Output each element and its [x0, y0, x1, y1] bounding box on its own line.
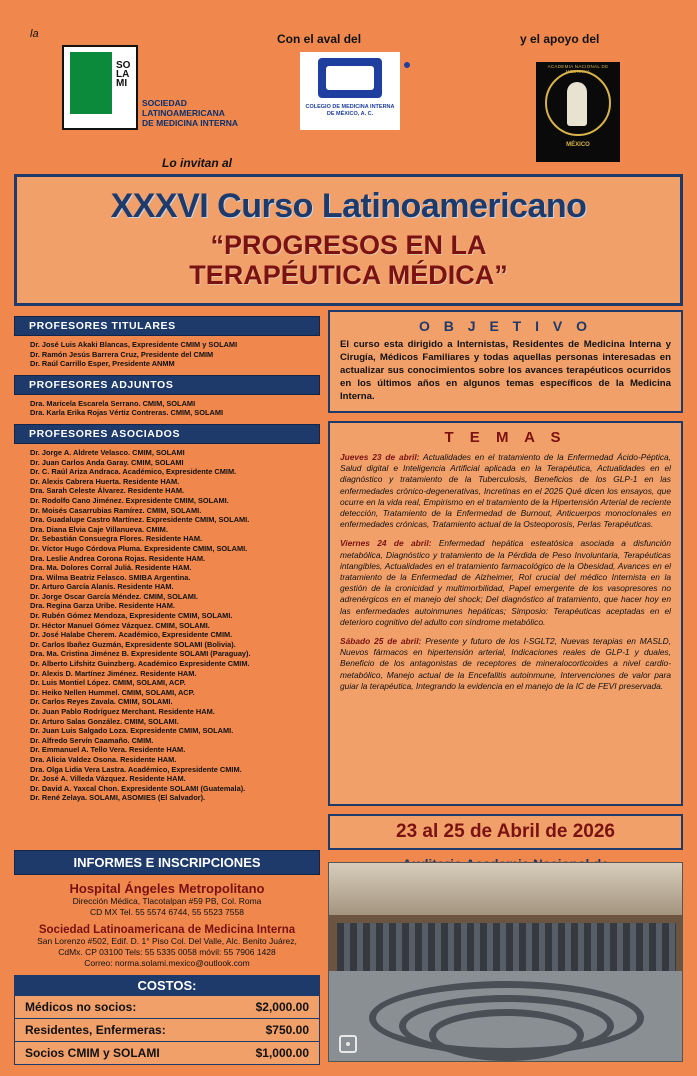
list-item: Dr. Jorge A. Aldrete Velasco. CMIM, SOLAMI: [30, 447, 185, 457]
list-item: Dra. Regina Garza Uribe. Residente HAM.: [30, 601, 175, 611]
decoration-dot-icon: [404, 62, 410, 68]
list-item: Dr. Ramón Jesús Barrera Cruz, Presidente del CMIM: [30, 349, 214, 359]
professors-column: [14, 310, 320, 803]
logo-header: [0, 0, 697, 152]
cmim-logo-icon: [300, 52, 400, 130]
list-item: Dr. David A. Yaxcal Chon. Expresidente SOLAMI (Guatemala).: [30, 783, 246, 793]
list-item: Dra. Guadalupe Castro Martínez. Expresidente CMIM, SOLAMI.: [30, 515, 250, 525]
list-item: Dra. Wilma Beatriz Felasco. SMIBA Argentina.: [30, 572, 191, 582]
list-item: Dr. Juan Luis Salgado Loza. Expresidente CMIM, SOLAMI.: [30, 726, 234, 736]
titulares-list: [14, 336, 320, 369]
list-item: Dra. Karla Erika Rojas Vértiz Contreras. CMIM, SOLAMI: [30, 408, 224, 418]
temas-box: [328, 421, 683, 806]
list-item: Dr. Alexis D. Martínez Jiménez. Residente HAM.: [30, 668, 197, 678]
solami-logo-icon: SO LA MI: [62, 45, 138, 130]
list-item: Dr. Juan Pablo Rodríguez Merchant. Residente HAM.: [30, 707, 215, 716]
tema-thursday: [340, 452, 671, 530]
course-title: XXXVI Curso Latinoamericano: [110, 187, 587, 225]
cost-label: Socios CMIM y SOLAMI: [25, 1046, 160, 1060]
auditorium-photo: [328, 862, 683, 1062]
list-item: Dr. Carlos Ibañez Guzmán, Expresidente SOLAMI (Bolivia).: [30, 639, 236, 649]
list-item: Dr. Alfredo Servín Caamaño. CMIM.: [30, 735, 154, 745]
label-la: la: [30, 28, 39, 40]
list-item: Dr. Heiko Nellen Hummel. CMIM, SOLAMI, ACP.: [30, 687, 195, 697]
tema-saturday-day: Sábado 25 de abril:: [340, 636, 422, 647]
list-item: Dr. Luis Montiel López. CMIM, SOLAMI, ACP.: [30, 678, 186, 688]
list-item: Dr. Sebastián Consuegra Flores. Residente HAM.: [30, 534, 203, 544]
hospital-address: Dirección Médica, Tlacotalpan #59 PB, Col. Roma: [72, 896, 262, 906]
society-address-line2: CdMx. CP 03100 Tels: 55 5335 0058 móvil: 55 7906 1428: [58, 947, 276, 957]
objetivo-title: O B J E T I V O: [418, 318, 593, 334]
list-item: Dra. Ma. Cristina Jiménez B. Expresidente SOLAMI (Paraguay).: [30, 649, 251, 659]
informes-header: INFORMES E INSCRIPCIONES: [14, 850, 320, 875]
costos-header: COSTOS:: [14, 975, 320, 996]
tema-saturday: [340, 636, 671, 692]
hospital-phone: CD MX Tel. 55 5574 6744, 55 5523 7558: [90, 907, 244, 917]
title-box: [14, 174, 683, 306]
list-item: Dra. Olga Lidia Vera Lastra. Académico, Expresidente CMIM.: [30, 764, 242, 774]
objetivo-text: El curso esta dirigido a Internistas, Residentes de Medicina Interna y Cirugía, Médicos Familiares y todas aquellas personas interesadas en actualizar sus conocimientos sobre los avances terapéuticos ocurridos en los últimos años en algunos temas específicos de la Medicina Interna.: [340, 339, 671, 402]
list-item: Dr. Héctor Manuel Gómez Vázquez. CMIM, SOLAMI.: [30, 620, 210, 630]
temas-title: T E M A S: [444, 429, 567, 446]
list-item: Dr. José Luis Akaki Blancas, Expresidente CMIM y SOLAMI: [30, 340, 238, 349]
list-item: Dr. Rubén Gómez Mendoza, Expresidente CMIM, SOLAMI.: [30, 611, 233, 621]
list-item: Dr. Arturo Salas González. CMIM, SOLAMI.: [30, 716, 179, 726]
solami-logo-text: SOCIEDAD LATINOAMERICANA DE MEDICINA INTERNA: [142, 98, 239, 128]
list-item: Dr. Juan Carlos Anda Garay. CMIM, SOLAMI: [30, 457, 184, 467]
list-item: Dr. René Zelaya. SOLAMI, ASOMIES (El Salvador).: [30, 793, 206, 803]
cost-price: $2,000.00: [255, 1000, 309, 1014]
cost-price: $750.00: [265, 1023, 309, 1037]
cost-label: Médicos no socios:: [25, 1000, 137, 1014]
list-item: Dra. Ma. Dolores Corral Juliá. Residente HAM.: [30, 563, 192, 573]
event-dates: 23 al 25 de Abril de 2026: [396, 821, 615, 842]
cmim-logo-text: COLEGIO DE MEDICINA INTERNA DE MÉXICO, A. C.: [305, 104, 395, 117]
anm-logo-bottom-text: MÉXICO: [566, 142, 590, 148]
list-item: Dr. Víctor Hugo Córdova Pluma. Expresidente CMIM, SOLAMI.: [30, 543, 248, 553]
section-titulares-header: PROFESORES TITULARES: [14, 316, 320, 336]
society-address-line1: San Lorenzo #502, Edif. D. 1° Piso Col. Del Valle, Alc. Benito Juárez,: [37, 936, 297, 946]
course-subtitle-line1: “PROGRESOS EN LA: [210, 230, 487, 260]
tema-thursday-text: Actualidades en el tratamiento de la Enfermedad Ácido-Péptica, Salud digital e Inteligencia Artificial aplicada en la Terapéutica, Actualidades en el diagnóstico y tratamiento de la Tuberculosis, Beneficios de los GLP-1 en las enfermedades crónico-degenerativas, Incretinas en el 2025 Qué dicen los ensayos, que ocurre en la vida real, Empirismo en el tratamiento de la Hipertensión Arterial de reciente detección, Tratamiento de la Enfermedad de Burnout, Anticuerpos monoclonales en enfermedades crónicas, Tratamiento actual de la Osteoporosis, Perlas Terapéuticas.: [340, 452, 672, 530]
course-subtitle-line2: TERAPÉUTICA MÉDICA”: [189, 260, 508, 290]
list-item: Dra. Maricela Escarela Serrano. CMIM, SOLAMI: [30, 398, 196, 408]
anm-logo-top-text: ACADEMIA NACIONAL DE MEDICINA: [547, 64, 609, 74]
list-item: Dr. C. Raúl Ariza Andraca. Académico, Expresidente CMIM.: [30, 467, 237, 477]
asociados-list: [14, 444, 320, 803]
list-item: Dra. Sarah Celeste Álvarez. Residente HAM.: [30, 486, 185, 496]
content-column: [328, 310, 683, 890]
table-row: [14, 1019, 320, 1042]
list-item: Dr. Arturo García Alanís. Residente HAM.: [30, 582, 174, 592]
objetivo-box: [328, 310, 683, 413]
adjuntos-list: [14, 395, 320, 418]
table-row: [14, 996, 320, 1019]
list-item: Dr. Rodolfo Cano Jiménez. Expresidente CMIM, SOLAMI.: [30, 495, 229, 505]
list-item: Dr. Emmanuel A. Tello Vera. Residente HAM.: [30, 745, 186, 755]
invitation-label: Lo invitan al: [162, 156, 233, 170]
cost-label: Residentes, Enfermeras:: [25, 1023, 166, 1037]
list-item: Dr. Moisés Casarrubias Ramírez. CMIM, SOLAMI.: [30, 505, 202, 515]
list-item: Dr. Raúl Carrillo Esper, Presidente ANMM: [30, 359, 175, 369]
cost-price: $1,000.00: [255, 1046, 309, 1060]
label-aval: Con el aval del: [277, 32, 362, 46]
tema-thursday-day: Jueves 23 de abril:: [340, 452, 420, 462]
list-item: Dr. José Halabe Cherem. Académico, Expresidente CMIM.: [30, 630, 233, 640]
society-name: Sociedad Latinoamericana de Medicina Interna: [38, 924, 296, 936]
tema-friday-day: Viernes 24 de abril:: [340, 538, 432, 549]
table-row: [14, 1042, 320, 1065]
list-item: Dr. Alexis Cabrera Huerta. Residente HAM.: [30, 476, 180, 486]
tema-friday: [340, 538, 671, 628]
list-item: Dra. Leslie Andrea Corona Rojas. Residente HAM.: [30, 553, 206, 563]
list-item: Dra. Diana Elvia Caje Villanueva. CMIM.: [30, 524, 168, 534]
date-box: [328, 814, 683, 850]
tema-saturday-text: Presente y futuro de los I-SGLT2, Nuevas terapias en MASLD, Nuevos fármacos en hipertensión arterial, Indicaciones reales de GLP-1 y duales, Beneficio de los antagonistas de receptores de mineralocorticoides a nivel cardio-metabólico, Manejo actual de la Encefalitis autoinmune, Intervenciones de valor para guiar la terapéutica, Integrando la evidencia en el manejo de la IC de FEVI preservada.: [340, 636, 671, 691]
list-item: Dr. Carlos Reyes Zavala. CMIM, SOLAMI.: [30, 697, 173, 707]
section-asociados-header: PROFESORES ASOCIADOS: [14, 424, 320, 444]
list-item: Dr. José A. Villeda Vázquez. Residente HAM.: [30, 774, 186, 784]
anm-logo-icon: [536, 62, 620, 162]
list-item: Dr. Alberto Lifshitz Guinzberg. Académico Expresidente CMIM.: [30, 659, 250, 669]
society-email[interactable]: Correo: norma.solami.mexico@outlook.com: [84, 958, 250, 968]
camera-icon: [339, 1035, 357, 1053]
tema-friday-text: Enfermedad hepática esteatósica asociada a disfunción metabólica, Diagnóstico y tratamiento de la Pérdida de Peso Involuntaria, Terapéuticas intangibles, Actualidades en el tratamiento farmacológico de la Obesidad, Avances en el tratamiento de la Enfermedad de Alzheimer, Rol crucial del médico Internista en la gestión de la cronicidad y multimorbilidad, Papel emergente de los vasopresores no adrenérgicos en el manejo del shock; Del diagnóstico al tratamiento, que hacer hoy en las enfermedades autoinmunes hepáticas; Simposio: Terapéuticas aceptadas en el deterioro cognitivo del adulto con síndrome metabólico.: [340, 538, 671, 627]
hospital-name: Hospital Ángeles Metropolitano: [69, 881, 265, 896]
informes-section: [14, 850, 320, 1065]
list-item: Dr. Jorge Oscar García Méndez. CMIM, SOLAMI.: [30, 591, 198, 601]
label-apoyo: y el apoyo del: [520, 32, 600, 46]
list-item: Dra. Alicia Valdez Osona. Residente HAM.: [30, 754, 177, 764]
section-adjuntos-header: PROFESORES ADJUNTOS: [14, 375, 320, 395]
